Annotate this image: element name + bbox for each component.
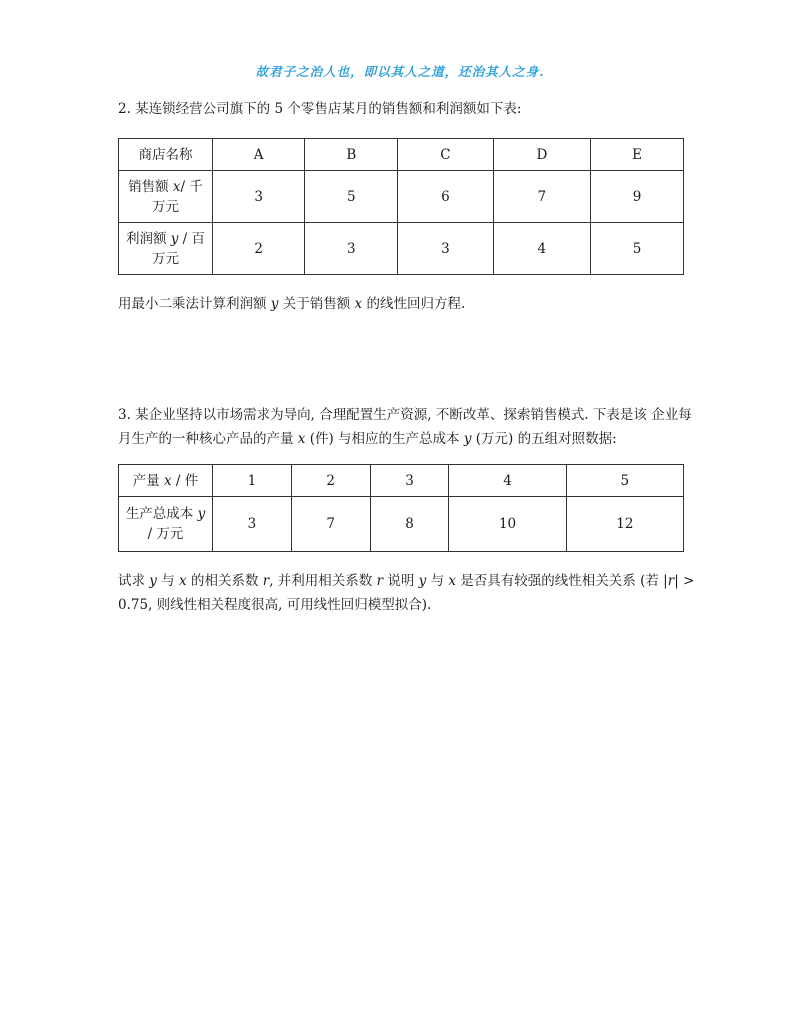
q3-table: [118, 464, 684, 552]
q2-col-b: B: [305, 139, 398, 171]
q2-row-profit: [119, 223, 684, 275]
table-cell: 3: [213, 171, 305, 223]
q3-row-cost: [119, 497, 684, 552]
table-cell: 12: [566, 497, 683, 552]
table-cell: 7: [493, 171, 591, 223]
q2-col-d: D: [493, 139, 591, 171]
q3-question: 试求 y 与 x 的相关系数 r, 并利用相关系数 r 说明 y 与 x 是否具有较强的线性相关关系 (若 |r| > 0.75, 则线性相关程度很高, 可用线性回归模型拟合).: [118, 573, 695, 613]
table-cell: 3: [370, 465, 449, 497]
table-cell: 5: [591, 223, 684, 275]
table-cell: 3: [398, 223, 493, 275]
q2-question: 用最小二乘法计算利润额 y 关于销售额 x 的线性回归方程.: [118, 296, 466, 312]
header-motto: 故君子之治人也，即以其人之道，还治其人之身.: [255, 64, 545, 79]
q2-col-a: A: [213, 139, 305, 171]
table-cell: 2: [213, 223, 305, 275]
table-cell: 4: [449, 465, 566, 497]
q3-stem: 3. 某企业坚持以市场需求为导向, 合理配置生产资源, 不断改革、探索销售模式. 下表是该 企业每月生产的一种核心产品的产量 x (件) 与相应的生产总成本 y (万元) 的五组对照数据:: [118, 407, 692, 447]
q2-col-c: C: [398, 139, 493, 171]
table-cell: 6: [398, 171, 493, 223]
table-cell: 1: [213, 465, 292, 497]
q3-row-output-label: 产量 x / 件: [119, 465, 213, 497]
table-cell: 3: [305, 223, 398, 275]
q2-row-profit-label: 利润额 y / 百万元: [119, 223, 213, 275]
table-cell: 3: [213, 497, 292, 552]
table-cell: 9: [591, 171, 684, 223]
q2-header-row: [119, 139, 684, 171]
table-cell: 7: [291, 497, 370, 552]
table-cell: 4: [493, 223, 591, 275]
table-cell: 8: [370, 497, 449, 552]
table-cell: 5: [566, 465, 683, 497]
q2-stem: 2. 某连锁经营公司旗下的 5 个零售店某月的销售额和利润额如下表:: [118, 101, 522, 117]
table-cell: 2: [291, 465, 370, 497]
q2-header-label: 商店名称: [119, 139, 213, 171]
q2-table: [118, 138, 684, 275]
q2-row-sales: [119, 171, 684, 223]
q2-row-sales-label: 销售额 x/ 千万元: [119, 171, 213, 223]
q3-row-output: [119, 465, 684, 497]
q2-col-e: E: [591, 139, 684, 171]
q3-row-cost-label: 生产总成本 y / 万元: [119, 497, 213, 552]
table-cell: 5: [305, 171, 398, 223]
table-cell: 10: [449, 497, 566, 552]
